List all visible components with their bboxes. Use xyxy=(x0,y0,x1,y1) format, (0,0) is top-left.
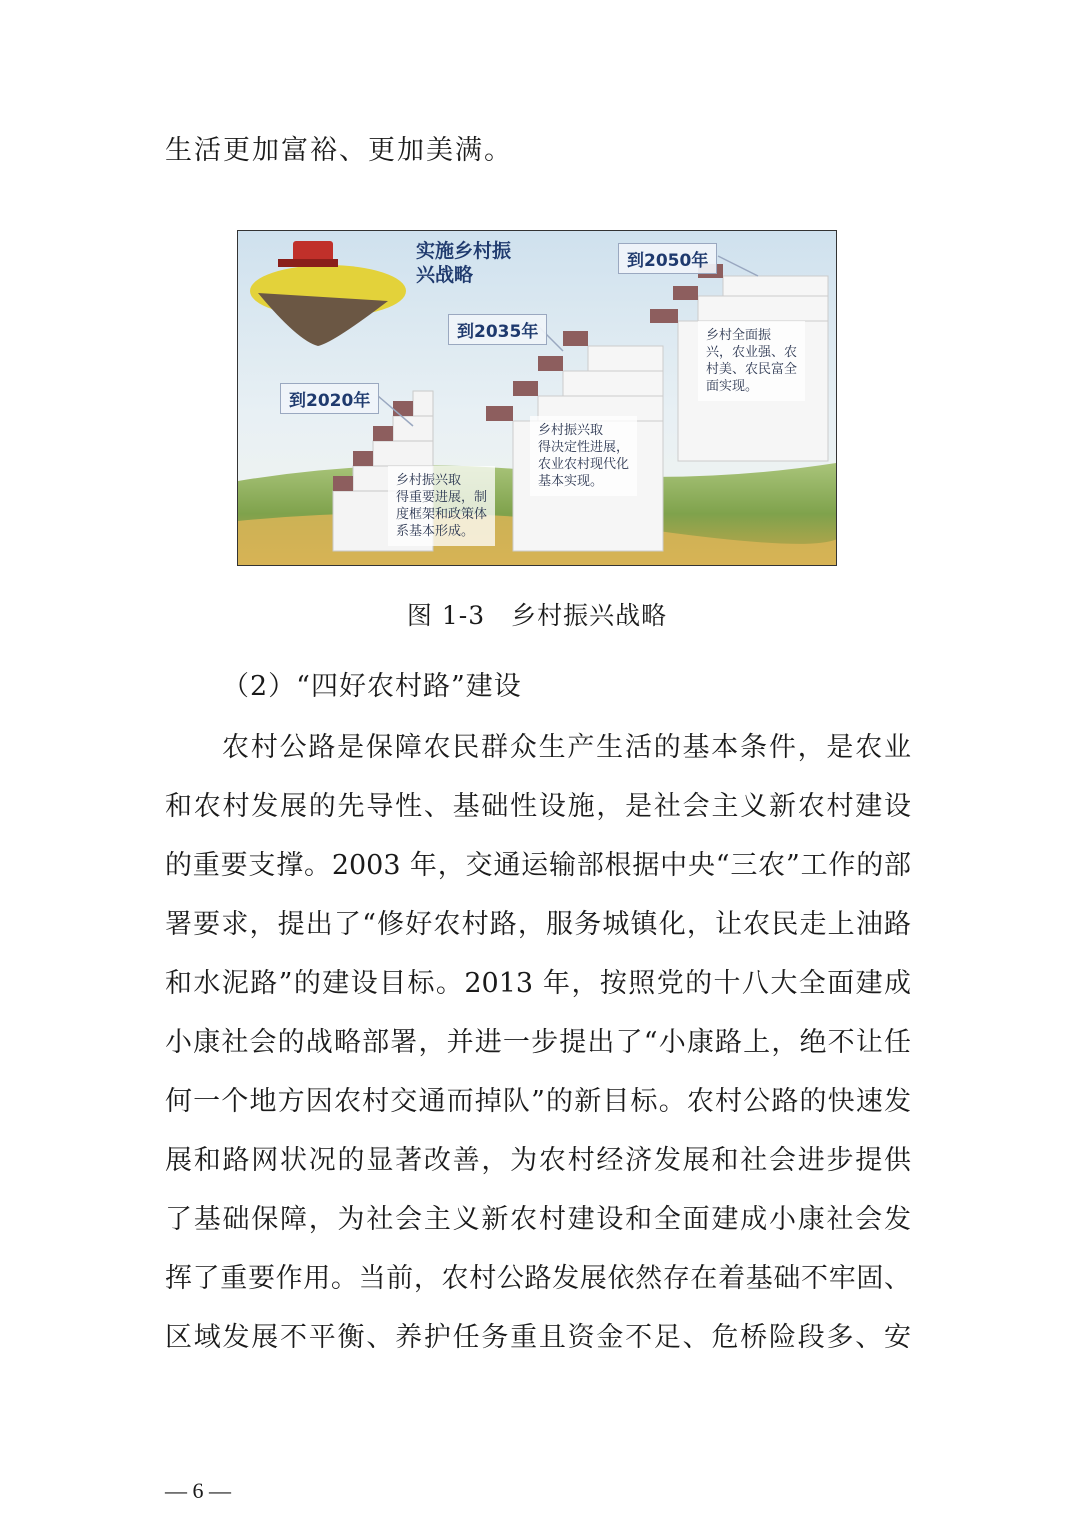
paragraph-line: 小康社会的战略部署，并进一步提出了“小康路上，绝不让任 xyxy=(165,1027,911,1058)
label-2020: 到2020年 xyxy=(280,383,379,414)
text-line: 生活更加富裕、更加美满。 xyxy=(165,135,513,166)
paragraph-line: 和农村发展的先导性、基础性设施，是社会主义新农村建设 xyxy=(165,791,911,822)
paragraph-line: 何一个地方因农村交通而掉队”的新目标。农村公路的快速发 xyxy=(165,1086,911,1117)
paragraph-line: 的重要支撑。2003 年，交通运输部根据中央“三农”工作的部 xyxy=(165,850,911,881)
page-number: — 6 — xyxy=(165,1478,231,1503)
paragraph-line: 了基础保障，为社会主义新农村建设和全面建成小康社会发 xyxy=(165,1204,911,1235)
paragraph-line: 区域发展不平衡、养护任务重且资金不足、危桥险段多、安 xyxy=(165,1322,911,1353)
paragraph-line: 和水泥路”的建设目标。2013 年，按照党的十八大全面建成 xyxy=(165,968,911,999)
section-heading: （2）“四好农村路”建设 xyxy=(222,671,522,702)
paragraph-line: 展和路网状况的显著改善，为农村经济发展和社会进步提供 xyxy=(165,1145,911,1176)
box-2020: 乡村振兴取 得重要进展，制 度框架和政策体 系基本形成。 xyxy=(388,466,495,546)
paragraph-line: 农村公路是保障农民群众生产生活的基本条件，是农业 xyxy=(222,732,911,763)
figure-caption: 图 1-3 乡村振兴战略 xyxy=(406,601,668,630)
box-2050: 乡村全面振 兴，农业强、农 村美、农民富全 面实现。 xyxy=(698,321,805,401)
paragraph-line: 署要求，提出了“修好农村路，服务城镇化，让农民走上油路 xyxy=(165,909,911,940)
strategy-figure xyxy=(237,230,837,566)
box-2035: 乡村振兴取 得决定性进展， 农业农村现代化 基本实现。 xyxy=(530,416,637,496)
figure-title: 实施乡村振兴战略 xyxy=(416,240,512,286)
label-2050: 到2050年 xyxy=(618,243,717,274)
label-2035: 到2035年 xyxy=(448,314,547,345)
paragraph-line: 挥了重要作用。当前，农村公路发展依然存在着基础不牢固、 xyxy=(165,1263,911,1294)
